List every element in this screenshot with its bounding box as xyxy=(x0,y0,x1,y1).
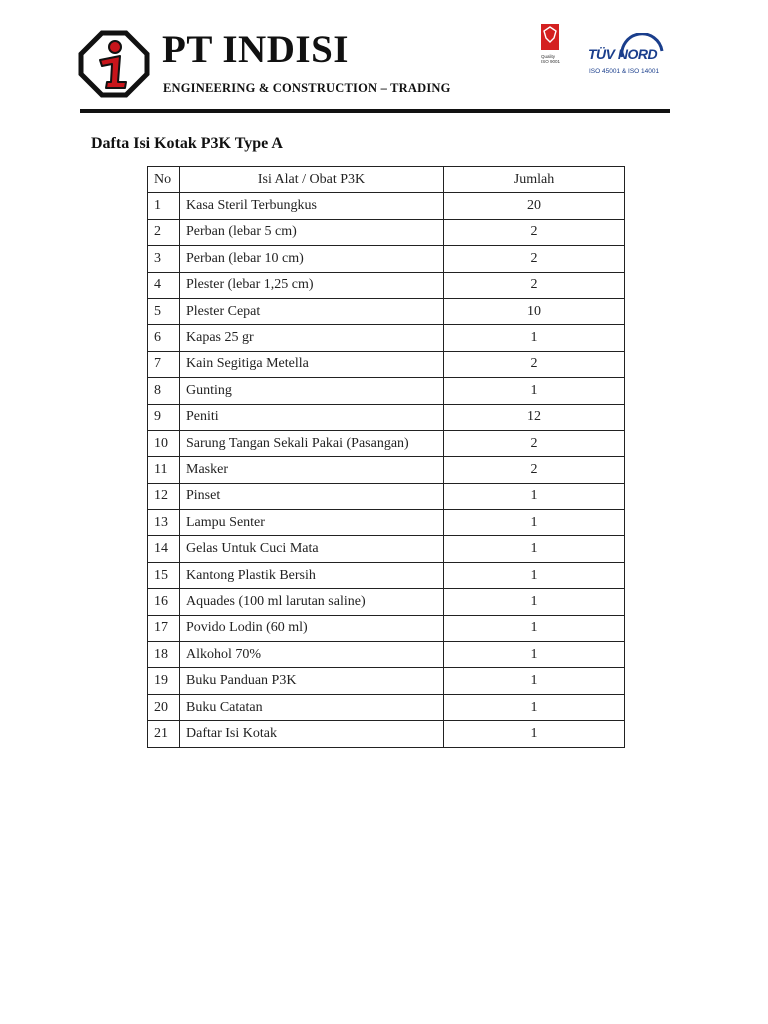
quantity-cell: 1 xyxy=(444,642,625,668)
table-row xyxy=(148,668,625,694)
table-row xyxy=(148,562,625,588)
table-row xyxy=(148,378,625,404)
table-header-row xyxy=(148,167,625,193)
quantity-cell: 2 xyxy=(444,272,625,298)
quantity-cell: 1 xyxy=(444,378,625,404)
quantity-cell: 2 xyxy=(444,430,625,456)
quantity-cell: 1 xyxy=(444,510,625,536)
item-name-cell: Plester (lebar 1,25 cm) xyxy=(180,272,444,298)
quantity-cell: 1 xyxy=(444,325,625,351)
row-number-cell: 16 xyxy=(148,589,180,615)
table-row xyxy=(148,272,625,298)
table-row xyxy=(148,483,625,509)
table-row xyxy=(148,694,625,720)
row-number-cell: 9 xyxy=(148,404,180,430)
quantity-cell: 2 xyxy=(444,457,625,483)
row-number-cell: 1 xyxy=(148,193,180,219)
table-row xyxy=(148,430,625,456)
item-name-cell: Perban (lebar 5 cm) xyxy=(180,219,444,245)
table-row xyxy=(148,404,625,430)
row-number-cell: 18 xyxy=(148,642,180,668)
table-row xyxy=(148,246,625,272)
table-row xyxy=(148,193,625,219)
header-divider xyxy=(80,109,670,113)
document-title: Dafta Isi Kotak P3K Type A xyxy=(91,135,283,152)
table-row xyxy=(148,325,625,351)
column-header-quantity: Jumlah xyxy=(444,167,625,193)
quantity-cell: 1 xyxy=(444,694,625,720)
item-name-cell: Kantong Plastik Bersih xyxy=(180,562,444,588)
quantity-cell: 1 xyxy=(444,562,625,588)
quantity-cell: 1 xyxy=(444,721,625,747)
tuv-iso-standards: ISO 45001 & ISO 14001 xyxy=(589,68,660,75)
item-name-cell: Plester Cepat xyxy=(180,298,444,324)
table-row xyxy=(148,615,625,641)
table-row xyxy=(148,642,625,668)
tuv-nord-logo-icon xyxy=(588,33,672,79)
tuv-nord-name: TÜV NORD xyxy=(588,46,658,62)
quantity-cell: 10 xyxy=(444,298,625,324)
column-header-no: No xyxy=(148,167,180,193)
quantity-cell: 1 xyxy=(444,668,625,694)
row-number-cell: 14 xyxy=(148,536,180,562)
item-name-cell: Sarung Tangan Sekali Pakai (Pasangan) xyxy=(180,430,444,456)
quantity-cell: 2 xyxy=(444,246,625,272)
row-number-cell: 7 xyxy=(148,351,180,377)
quantity-cell: 12 xyxy=(444,404,625,430)
row-number-cell: 4 xyxy=(148,272,180,298)
item-name-cell: Peniti xyxy=(180,404,444,430)
row-number-cell: 20 xyxy=(148,694,180,720)
table-row xyxy=(148,219,625,245)
item-name-cell: Gunting xyxy=(180,378,444,404)
table-row xyxy=(148,457,625,483)
item-name-cell: Gelas Untuk Cuci Mata xyxy=(180,536,444,562)
quality-cert-badge-icon xyxy=(541,24,573,76)
item-name-cell: Buku Catatan xyxy=(180,694,444,720)
row-number-cell: 15 xyxy=(148,562,180,588)
item-name-cell: Pinset xyxy=(180,483,444,509)
row-number-cell: 17 xyxy=(148,615,180,641)
quantity-cell: 1 xyxy=(444,589,625,615)
row-number-cell: 10 xyxy=(148,430,180,456)
company-tagline: ENGINEERING & CONSTRUCTION – TRADING xyxy=(163,81,451,95)
quantity-cell: 20 xyxy=(444,193,625,219)
item-name-cell: Daftar Isi Kotak xyxy=(180,721,444,747)
letterhead xyxy=(0,0,768,120)
table-row xyxy=(148,510,625,536)
row-number-cell: 19 xyxy=(148,668,180,694)
row-number-cell: 2 xyxy=(148,219,180,245)
cert-badge-text: Quality ISO 9001 xyxy=(541,54,561,64)
row-number-cell: 3 xyxy=(148,246,180,272)
quantity-cell: 2 xyxy=(444,351,625,377)
item-name-cell: Kapas 25 gr xyxy=(180,325,444,351)
item-name-cell: Masker xyxy=(180,457,444,483)
item-name-cell: Kain Segitiga Metella xyxy=(180,351,444,377)
row-number-cell: 6 xyxy=(148,325,180,351)
company-logo-icon xyxy=(78,30,150,98)
item-name-cell: Kasa Steril Terbungkus xyxy=(180,193,444,219)
row-number-cell: 11 xyxy=(148,457,180,483)
row-number-cell: 13 xyxy=(148,510,180,536)
quantity-cell: 2 xyxy=(444,219,625,245)
quantity-cell: 1 xyxy=(444,536,625,562)
item-name-cell: Povido Lodin (60 ml) xyxy=(180,615,444,641)
row-number-cell: 5 xyxy=(148,298,180,324)
item-name-cell: Buku Panduan P3K xyxy=(180,668,444,694)
table-row xyxy=(148,298,625,324)
quantity-cell: 1 xyxy=(444,615,625,641)
row-number-cell: 21 xyxy=(148,721,180,747)
row-number-cell: 8 xyxy=(148,378,180,404)
table-row xyxy=(148,721,625,747)
table-row xyxy=(148,589,625,615)
item-name-cell: Perban (lebar 10 cm) xyxy=(180,246,444,272)
item-name-cell: Alkohol 70% xyxy=(180,642,444,668)
item-name-cell: Lampu Senter xyxy=(180,510,444,536)
table-row xyxy=(148,351,625,377)
column-header-item: Isi Alat / Obat P3K xyxy=(180,167,444,193)
quantity-cell: 1 xyxy=(444,483,625,509)
first-aid-items-table xyxy=(147,166,625,748)
item-name-cell: Aquades (100 ml larutan saline) xyxy=(180,589,444,615)
table-row xyxy=(148,536,625,562)
company-name: PT INDISI xyxy=(162,28,349,71)
row-number-cell: 12 xyxy=(148,483,180,509)
